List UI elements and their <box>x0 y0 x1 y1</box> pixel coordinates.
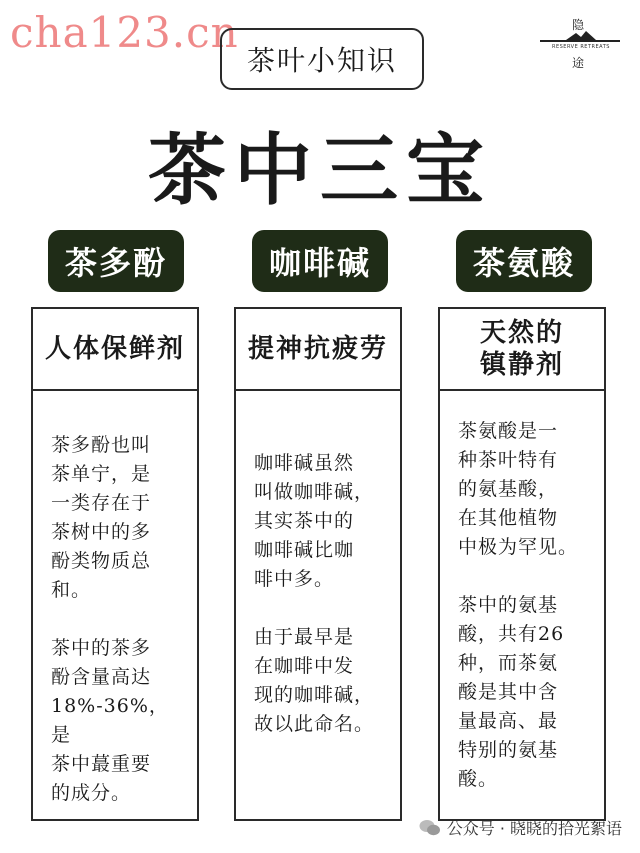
card-heading: 天然的 镇静剂 <box>440 309 604 391</box>
card-body <box>440 391 604 794</box>
card-heading: 提神抗疲劳 <box>236 309 400 391</box>
card-paragraph: 茶中的氨基 酸，共有26 种，而茶氨 酸是其中含 量最高、最 特别的氨基 酸。 <box>458 594 565 790</box>
logo-char-bottom: 途 <box>572 56 585 70</box>
pill-caffeine: 咖啡碱 <box>252 230 388 292</box>
pill-theanine: 茶氨酸 <box>456 230 592 292</box>
card-theanine <box>438 307 606 821</box>
card-paragraph: 茶氨酸是一 种茶叶特有 的氨基酸， 在其他植物 中极为罕见。 <box>458 420 579 558</box>
card-body <box>236 391 400 739</box>
logo-divider <box>540 40 620 42</box>
logo-char-top: 隐 <box>572 18 585 32</box>
pill-tea-polyphenol: 茶多酚 <box>48 230 184 292</box>
wechat-icon <box>419 819 441 837</box>
brand-logo <box>538 16 622 70</box>
logo-subtext: RESERVE RETREATS <box>552 44 610 50</box>
topic-tag: 茶叶小知识 <box>220 28 424 90</box>
card-paragraph: 茶多酚也叫 茶单宁，是 一类存在于 茶树中的多 酚类物质总 和。 <box>51 434 152 601</box>
card-heading: 人体保鲜剂 <box>33 309 197 391</box>
watermark-text: cha123.cn <box>10 8 239 57</box>
footer-text: 公众号 · 晓晓的拾光絮语 <box>446 819 622 838</box>
card-paragraph: 咖啡碱虽然 叫做咖啡碱， 其实茶中的 咖啡碱比咖 啡中多。 <box>254 452 375 590</box>
mountain-icon <box>566 30 596 40</box>
card-paragraph: 由于最早是 在咖啡中发 现的咖啡碱， 故以此命名。 <box>254 626 375 735</box>
card-body <box>33 391 197 808</box>
card-caffeine <box>234 307 402 821</box>
account-footer <box>419 816 622 839</box>
card-paragraph: 茶中的茶多 酚含量高达 18%-36%，是 茶中蕞重要 的成分。 <box>51 637 169 804</box>
card-tea-polyphenol <box>31 307 199 821</box>
page-title: 茶中三宝 <box>147 125 492 216</box>
